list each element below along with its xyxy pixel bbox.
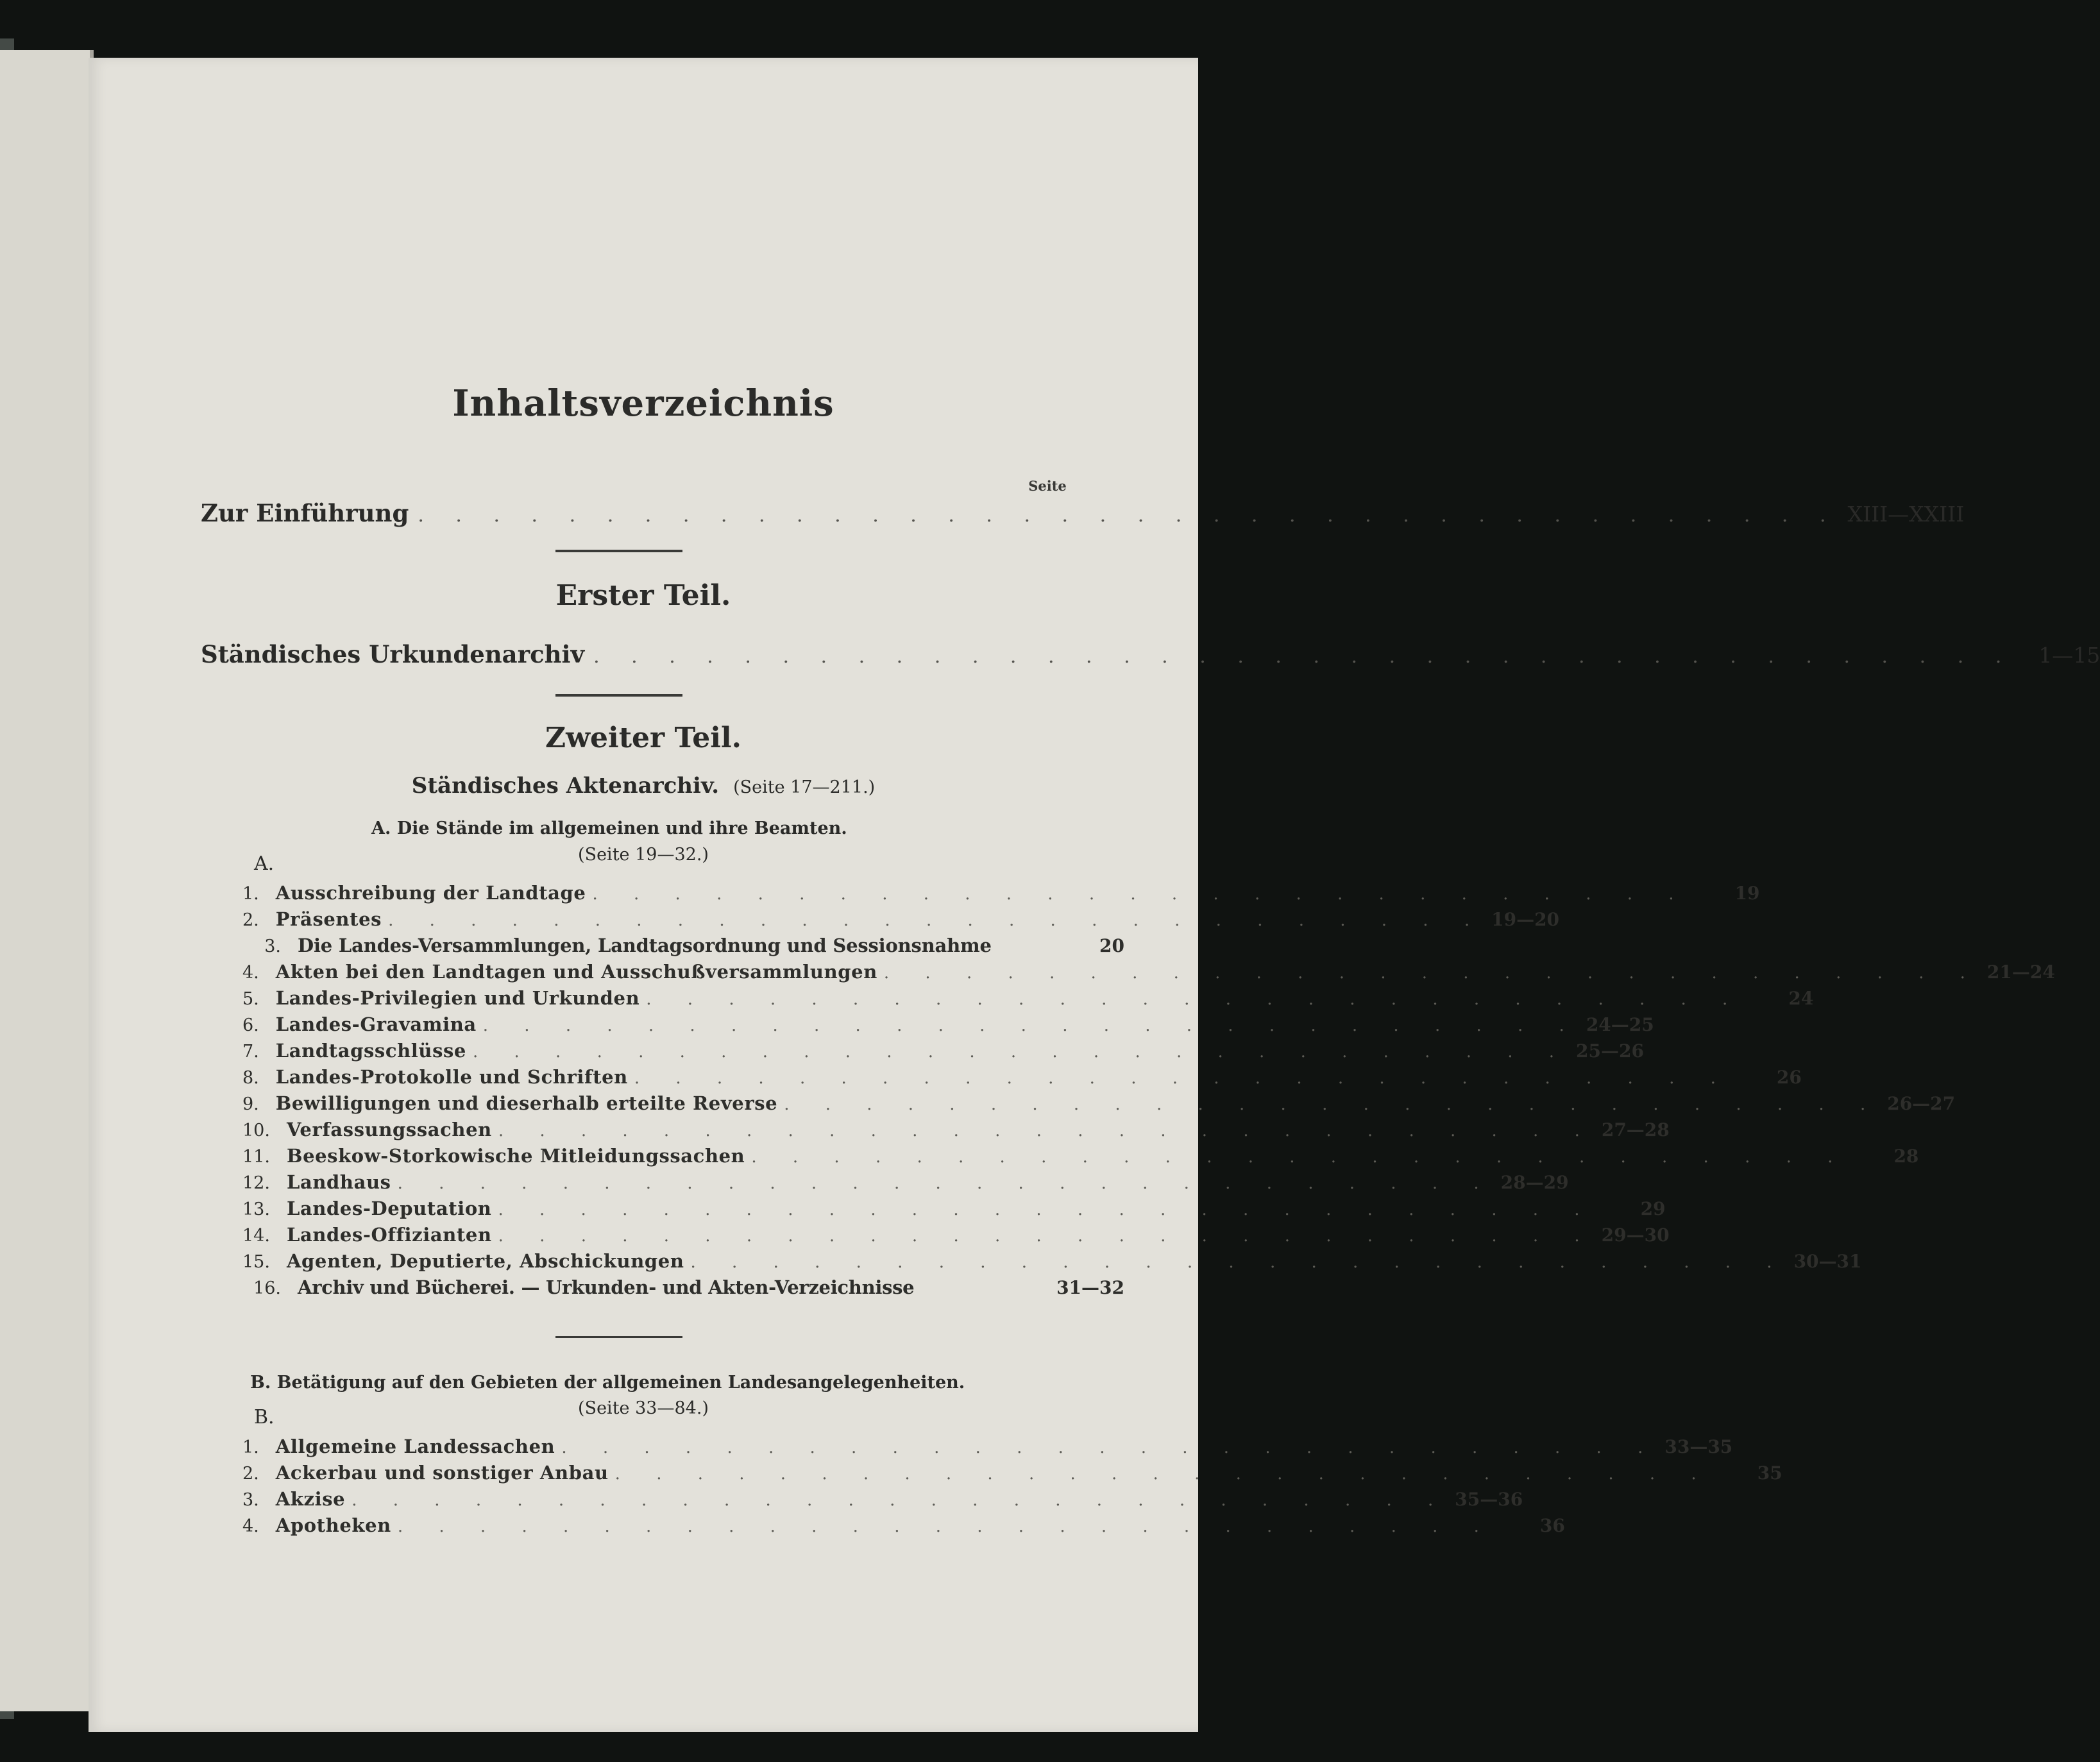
group-b-heading: B. Betätigung auf den Gebieten der allgemeinen Landesangelegenheiten.	[250, 1373, 965, 1393]
leader-dots: . . . . . . . . . . . . . . . . . . . . . . . . . . .	[397, 1517, 1495, 1536]
leader-dots: . . . . . . . . . . . . . . . . . . . . . . . . . . .	[351, 1491, 1449, 1510]
group-b-range: (Seite 33—84.)	[578, 1398, 709, 1418]
list-item: 16. Archiv und Bücherei. — Urkunden- und Akten-Verzeichnisse 31—32	[253, 1276, 1124, 1298]
leader-dots: . . . . . . . . . . . . . . . . . . . . . . . . . . .	[397, 1174, 1495, 1193]
page-title: Inhaltsverzeichnis	[452, 382, 834, 425]
list-item: 7. Landtagsschlüsse . . . . . . . . . . . . . . . . . . . . . . . . . . . 25—26	[242, 1040, 1644, 1062]
list-item: 5. Landes-Privilegien und Urkunden . . . . . . . . . . . . . . . . . . . . . . . . . . . 24	[242, 987, 1814, 1009]
intro-label: Zur Einführung	[201, 499, 409, 527]
document-page	[89, 58, 2100, 1732]
part1-entry-label: Ständisches Urkundenarchiv	[201, 640, 585, 668]
group-a-heading: A. Die Stände im allgemeinen und ihre Beamten.	[371, 818, 847, 838]
list-item: 2. Präsentes . . . . . . . . . . . . . . . . . . . . . . . . . . . 19—20	[242, 908, 1560, 930]
list-item: 8. Landes-Protokolle und Schriften . . . . . . . . . . . . . . . . . . . . . . . . . . . 26	[242, 1066, 1802, 1088]
part2-heading: Zweiter Teil.	[545, 722, 741, 754]
part1-entry-pages: 1—15	[2038, 643, 2100, 668]
leader-dots: . . . . . . . . . . . . . . . . . . . . . . . . . . .	[498, 1200, 1595, 1219]
list-item: 9. Bewilligungen und dieserhalb erteilte Reverse . . . . . . . . . . . . . . . . . . . . . . . . . . . 26—27	[242, 1092, 1956, 1114]
list-item: 3. Akzise . . . . . . . . . . . . . . . . . . . . . . . . . . . 35—36	[242, 1488, 1523, 1510]
leader-dots: . . . . . . . . . . . . . . . . . . . . . . . . . . .	[388, 911, 1486, 930]
section-range: (Seite 17—211.)	[733, 777, 876, 797]
leader-dots: . . . . . . . . . . . . . . . . . . . . . . . . . . .	[482, 1016, 1580, 1035]
leader-dots: . . . . . . . . . . . . . . . . . . . . . . . . . . .	[634, 1069, 1731, 1088]
leader-dots: . . . . . . . . . . . . . . . . . . . . . . . . . . .	[751, 1148, 1849, 1167]
leader-dots: . . . . . . . . . . . . . . . . . . . . . . . . . . .	[498, 1121, 1595, 1140]
list-item: 1. Ausschreibung der Landtage . . . . . . . . . . . . . . . . . . . . . . . . . . . 19	[242, 882, 1760, 904]
leader-dots: . . . . . . . . . . . . . . . . . . . . . . . . . . .	[472, 1042, 1570, 1062]
group-a-letter: A.	[254, 852, 275, 875]
list-item: 6. Landes-Gravamina . . . . . . . . . . . . . . . . . . . . . . . . . . . 24—25	[242, 1013, 1654, 1035]
leader-dots: . . . . . . . . . . . . . . . . . . . . . . . . . . .	[883, 963, 1981, 983]
list-item: 1. Allgemeine Landessachen . . . . . . . . . . . . . . . . . . . . . . . . . . . 33—35	[242, 1436, 1733, 1457]
leader-dots: . . . . . . . . . . . . . . . . . . . . . . . . . . .	[646, 990, 1743, 1009]
part1-entry	[201, 640, 2100, 668]
divider-rule-3	[555, 1336, 682, 1338]
list-item: 10. Verfassungssachen . . . . . . . . . . . . . . . . . . . . . . . . . . . 27—28	[242, 1119, 1670, 1140]
list-item: 3. Die Landes-Versammlungen, Landtagsordnung und Sessionsnahme 20	[264, 935, 1124, 956]
list-item: 14. Landes-Offizianten . . . . . . . . . . . . . . . . . . . . . . . . . . . 29—30	[242, 1224, 1670, 1246]
list-item: 2. Ackerbau und sonstiger Anbau . . . . . . . . . . . . . . . . . . . . . . . . . . . 35	[242, 1462, 1782, 1484]
left-page-edge	[0, 50, 94, 1711]
leader-dots: . . . . . . . . . . . . . . . . . . . . . . . . . . .	[592, 885, 1689, 904]
leader-dots: . . . . . . . . . . . . . . . . . . . . . . . . . . . . . . . . . . . . . .	[593, 645, 2015, 668]
part1-heading: Erster Teil.	[555, 579, 731, 612]
list-item: 15. Agenten, Deputierte, Abschickungen . . . . . . . . . . . . . . . . . . . . . . . . . . . 30—31	[242, 1250, 1862, 1272]
divider-rule-1	[555, 550, 682, 552]
list-item: 11. Beeskow-Storkowische Mitleidungssachen . . . . . . . . . . . . . . . . . . . . . . . . . . . 28	[242, 1145, 1919, 1167]
intro-entry	[201, 499, 1965, 527]
list-item: 4. Akten bei den Landtagen und Ausschußversammlungen . . . . . . . . . . . . . . . . . . . . . . . . . . . 21—24	[242, 961, 2055, 983]
group-a-range: (Seite 19—32.)	[578, 845, 709, 865]
seite-column-label: Seite	[1028, 478, 1067, 494]
leader-dots: . . . . . . . . . . . . . . . . . . . . . . . . . . .	[784, 1095, 1881, 1114]
leader-dots: . . . . . . . . . . . . . . . . . . . . . . . . . . .	[690, 1253, 1788, 1272]
part2-section-title	[89, 773, 1198, 799]
leader-dots: . . . . . . . . . . . . . . . . . . . . . . . . . . . . . . . . . . . . . .	[418, 504, 1839, 527]
section-title-text: Ständisches Aktenarchiv.	[411, 773, 720, 799]
leader-dots: . . . . . . . . . . . . . . . . . . . . . . . . . . .	[498, 1226, 1595, 1246]
intro-pages: XIII—XXIII	[1847, 502, 1965, 527]
leader-dots: . . . . . . . . . . . . . . . . . . . . . . . . . . .	[614, 1464, 1712, 1484]
leader-dots: . . . . . . . . . . . . . . . . . . . . . . . . . . .	[561, 1438, 1659, 1457]
list-item: 12. Landhaus . . . . . . . . . . . . . . . . . . . . . . . . . . . 28—29	[242, 1171, 1569, 1193]
divider-rule-2	[555, 694, 682, 697]
list-item: 4. Apotheken . . . . . . . . . . . . . . . . . . . . . . . . . . . 36	[242, 1514, 1565, 1536]
group-b-letter: B.	[254, 1406, 275, 1428]
list-item: 13. Landes-Deputation . . . . . . . . . . . . . . . . . . . . . . . . . . . 29	[242, 1198, 1666, 1219]
